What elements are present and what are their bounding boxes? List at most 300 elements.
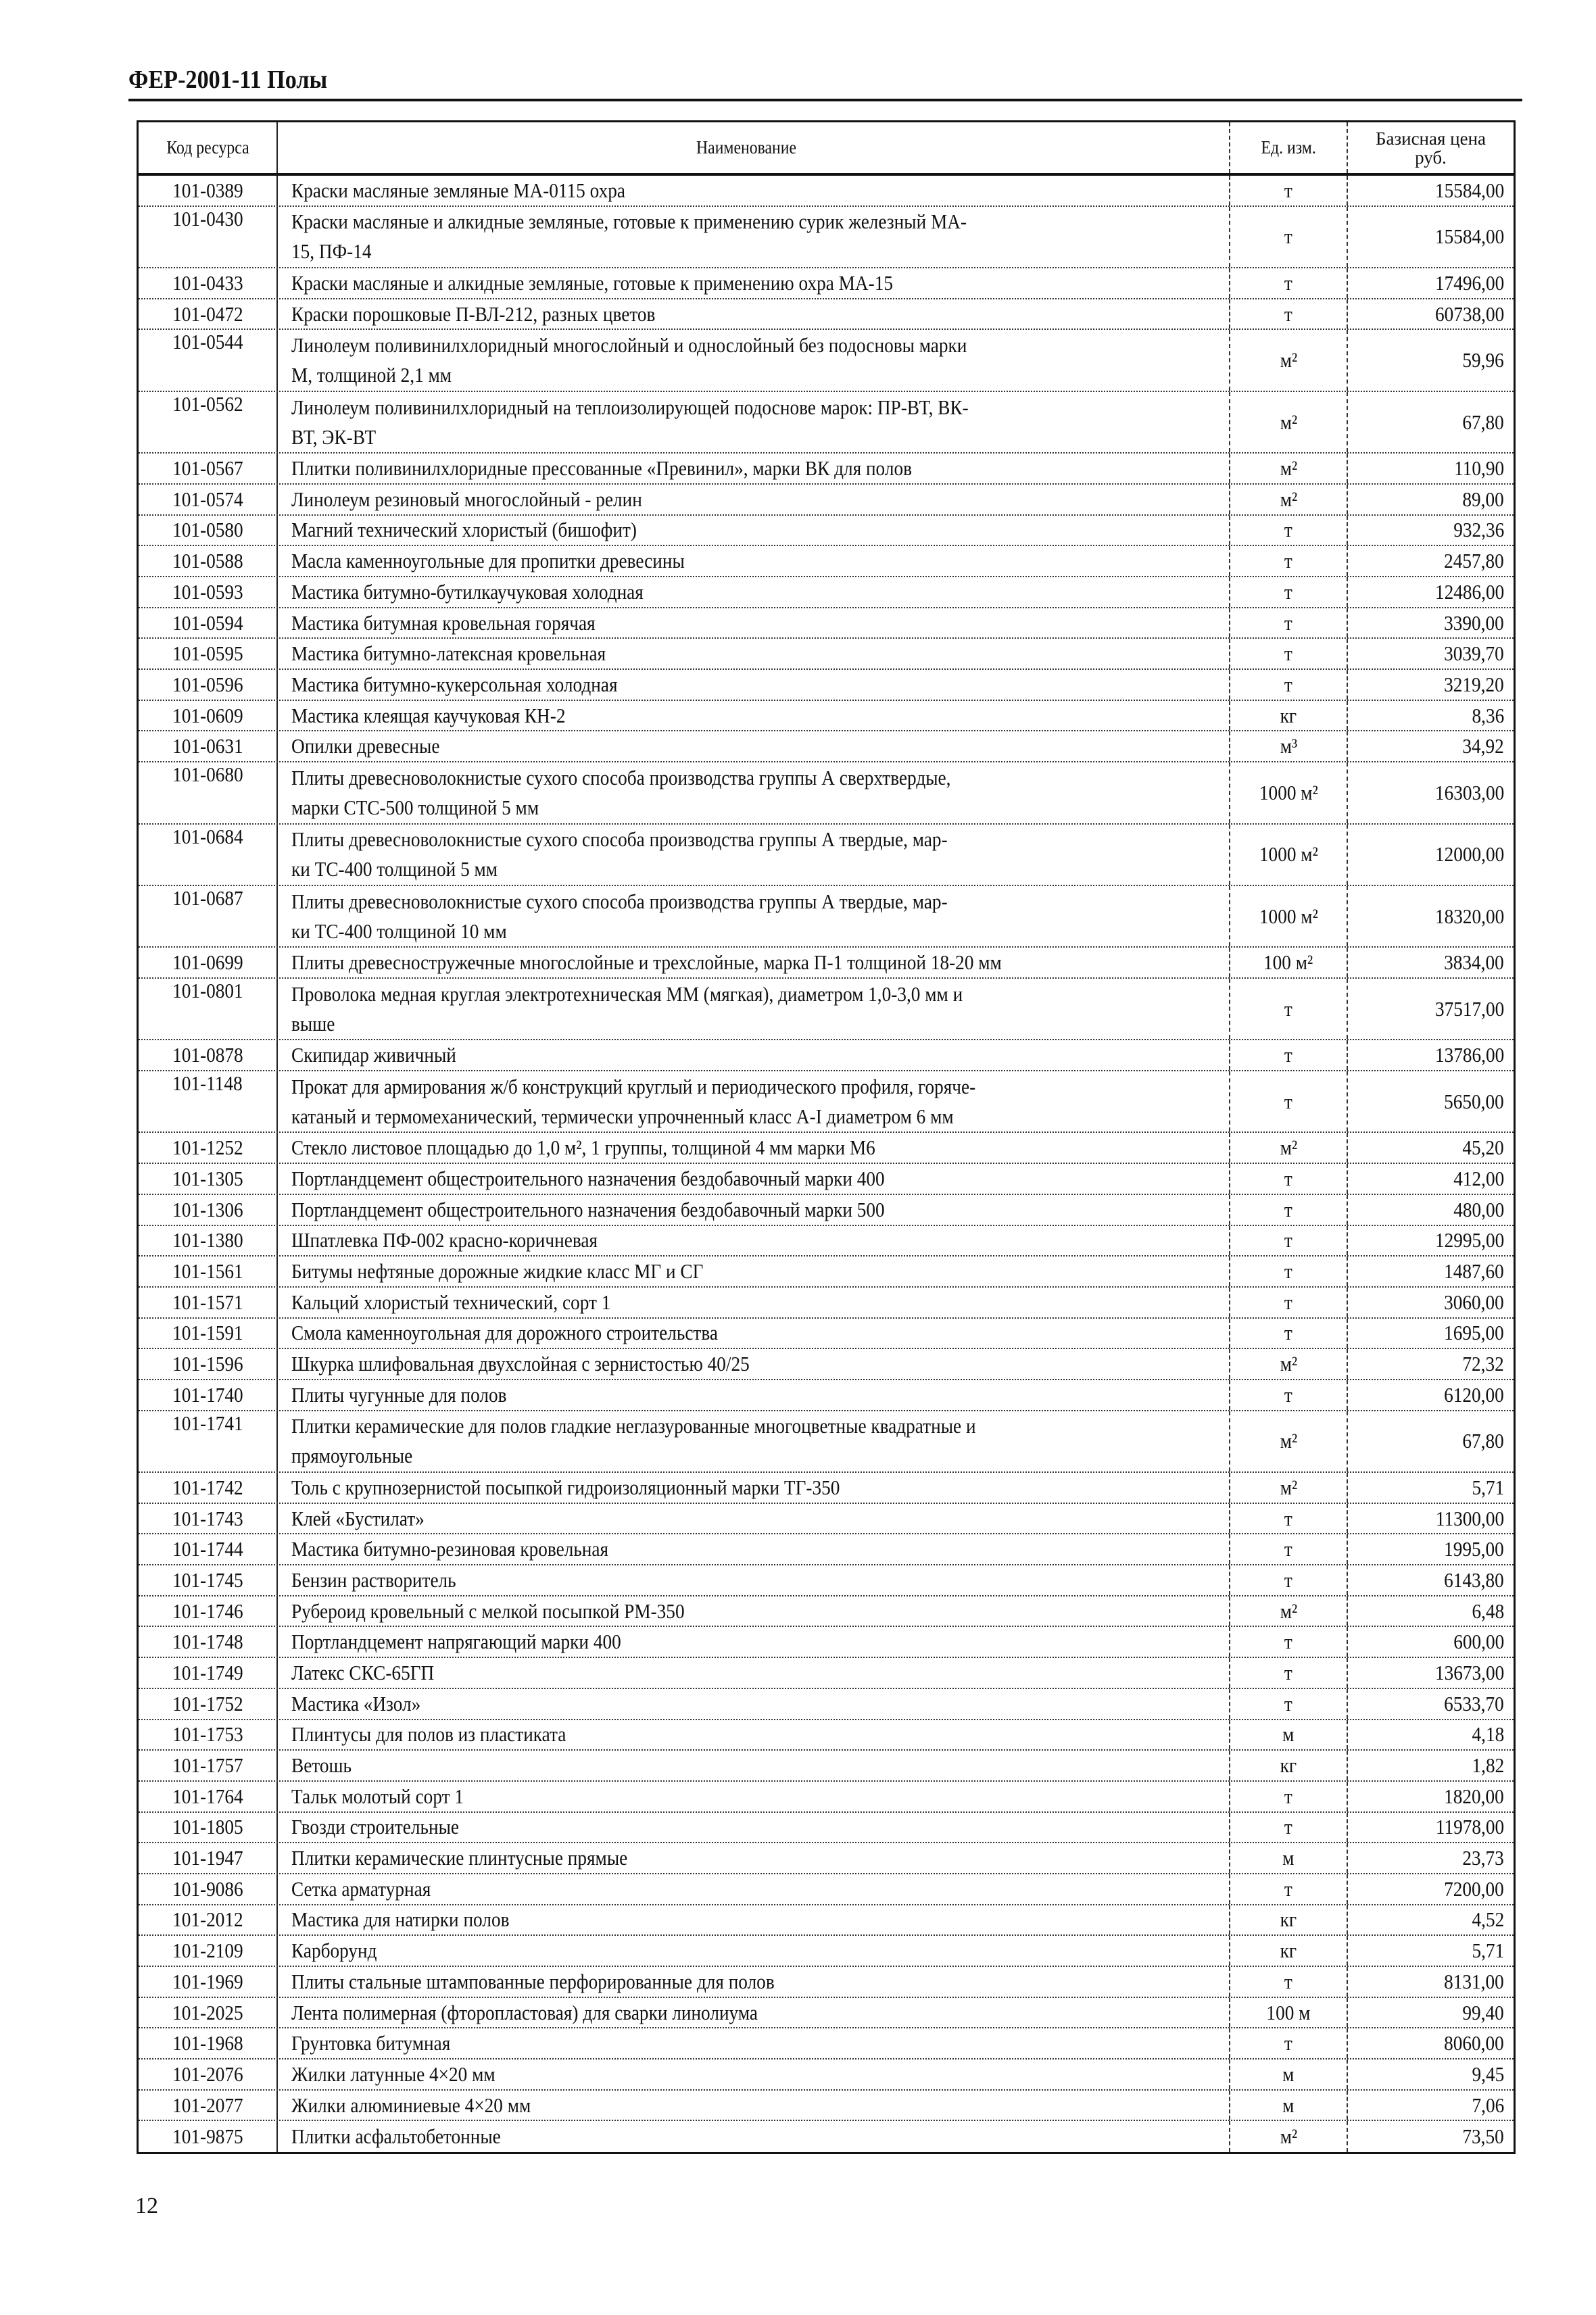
price-cell (1348, 176, 1514, 205)
unit-of-measure: м² (1280, 1475, 1297, 1499)
name-cell (278, 886, 1230, 946)
base-price: 2457,80 (1444, 549, 1504, 573)
code-cell (139, 1411, 278, 1471)
unit-cell (1230, 2121, 1348, 2152)
table-row (139, 330, 1514, 391)
resource-code: 101-1571 (172, 1290, 243, 1314)
name-lines (291, 207, 1059, 266)
name-lines (291, 979, 1055, 1039)
code-cell (139, 1226, 278, 1256)
table-row (139, 1380, 1514, 1411)
table-row (139, 1905, 1514, 1936)
resource-name-line: Лента полимерная (фторопластовая) для сварки линолиума (291, 2000, 758, 2024)
price-cell (1348, 1751, 1514, 1780)
resource-code: 101-1742 (172, 1475, 243, 1499)
name-cell (278, 948, 1230, 977)
table-row (139, 762, 1514, 824)
resource-name-line: Линолеум резиновый многослойный - релин (291, 487, 642, 511)
unit-of-measure: т (1284, 1969, 1292, 1993)
base-price: 16303,00 (1434, 780, 1504, 804)
name-lines (291, 1504, 443, 1534)
code-cell (139, 2091, 278, 2120)
name-lines (291, 1843, 673, 1873)
name-lines (291, 1288, 654, 1317)
unit-cell (1230, 1689, 1348, 1719)
resource-code: 101-0433 (172, 270, 243, 295)
name-lines (291, 639, 649, 668)
resource-name-line: Мастика клеящая каучуковая КН-2 (291, 703, 566, 727)
base-price: 3219,20 (1444, 672, 1504, 696)
unit-cell (1230, 546, 1348, 576)
unit-of-measure: т (1284, 610, 1292, 635)
price-cell (1348, 701, 1514, 731)
name-lines (291, 1072, 1069, 1131)
resource-name-line: Сетка арматурная (291, 1876, 431, 1901)
price-cell (1348, 1534, 1514, 1564)
table-row (139, 1967, 1514, 1998)
unit-cell (1230, 299, 1348, 329)
price-cell (1348, 886, 1514, 946)
price-cell (1348, 1658, 1514, 1688)
table-row (139, 1936, 1514, 1967)
name-lines (291, 1164, 965, 1194)
table-row (139, 1565, 1514, 1597)
name-lines (291, 1534, 652, 1564)
code-cell (139, 1565, 278, 1595)
unit-of-measure: т (1284, 224, 1292, 249)
table-row (139, 1133, 1514, 1164)
unit-of-measure: м (1282, 2093, 1295, 2117)
base-price: 1487,60 (1444, 1259, 1504, 1284)
code-cell (139, 1843, 278, 1873)
table-row (139, 2121, 1514, 2152)
name-cell (278, 2028, 1230, 2058)
code-cell (139, 886, 278, 946)
table-row (139, 1164, 1514, 1195)
base-price: 60738,00 (1434, 301, 1504, 326)
resource-code: 101-1148 (172, 1071, 243, 1096)
resource-code: 101-1764 (172, 1784, 243, 1808)
price-cell (1348, 299, 1514, 329)
unit-of-measure: м² (1280, 1352, 1297, 1376)
price-cell (1348, 948, 1514, 977)
price-cell (1348, 608, 1514, 638)
unit-of-measure: т (1284, 1660, 1292, 1684)
table-row (139, 1504, 1514, 1535)
name-cell (278, 1998, 1230, 2028)
table-row (139, 1874, 1514, 1905)
unit-cell (1230, 1967, 1348, 1997)
name-cell (278, 731, 1230, 761)
price-cell (1348, 577, 1514, 607)
unit-of-measure: т (1284, 1537, 1292, 1561)
unit-of-measure: м² (1280, 2124, 1297, 2149)
name-lines (291, 485, 690, 514)
resource-name-line: Плитки поливинилхлоридные прессованные «Превинил», марки ВК для полов (291, 456, 912, 481)
table-row (139, 701, 1514, 732)
resource-code: 101-0567 (172, 456, 243, 481)
unit-of-measure: 100 м (1266, 2000, 1311, 2024)
unit-cell (1230, 886, 1348, 946)
code-cell (139, 2121, 278, 2152)
unit-of-measure: т (1284, 1089, 1292, 1113)
resource-name-line: Мастика битумно-бутилкаучуковая холодная (291, 579, 644, 604)
header-price-currency: руб. (1415, 147, 1447, 168)
price-cell (1348, 1040, 1514, 1070)
table-row (139, 1534, 1514, 1565)
name-cell (278, 1226, 1230, 1256)
price-cell (1348, 1874, 1514, 1904)
code-cell (139, 1534, 278, 1564)
resource-name-line: Жилки алюминиевые 4×20 мм (291, 2093, 531, 2117)
table-row (139, 176, 1514, 207)
name-lines (291, 701, 603, 731)
table-row (139, 1071, 1514, 1133)
base-price: 8060,00 (1444, 2031, 1504, 2055)
name-cell (278, 979, 1230, 1039)
unit-cell (1230, 1874, 1348, 1904)
unit-cell (1230, 1133, 1348, 1163)
unit-cell (1230, 1040, 1348, 1070)
unit-of-measure: т (1284, 1197, 1292, 1221)
name-cell (278, 207, 1230, 267)
unit-cell (1230, 1565, 1348, 1595)
base-price: 18320,00 (1434, 904, 1504, 928)
resource-name-line: ки ТС-400 толщиной 10 мм (291, 919, 507, 943)
resource-code: 101-1752 (172, 1691, 243, 1715)
code-cell (139, 979, 278, 1039)
name-cell (278, 546, 1230, 576)
base-price: 1695,00 (1444, 1321, 1504, 1345)
name-lines (291, 1751, 360, 1780)
unit-of-measure: т (1284, 641, 1292, 666)
resource-name-line: М, толщиной 2,1 мм (291, 363, 452, 387)
resource-name-line: Плинтусы для полов из пластиката (291, 1722, 566, 1747)
name-cell (278, 1473, 1230, 1503)
code-cell (139, 299, 278, 329)
table-row (139, 948, 1514, 979)
base-price: 4,18 (1472, 1722, 1504, 1747)
name-cell (278, 485, 1230, 514)
code-cell (139, 1380, 278, 1410)
code-cell (139, 1504, 278, 1534)
resource-code: 101-2025 (172, 2000, 243, 2024)
header-price (1348, 122, 1514, 173)
resource-name-line: Гвозди строительные (291, 1815, 460, 1839)
unit-cell (1230, 1349, 1348, 1379)
table-row (139, 979, 1514, 1040)
unit-cell (1230, 825, 1348, 885)
table-row (139, 1998, 1514, 2029)
resource-name-line: Бензин растворитель (291, 1567, 456, 1592)
name-lines (291, 1040, 479, 1070)
table-row (139, 1040, 1514, 1071)
code-cell (139, 948, 278, 977)
resource-code: 101-0684 (172, 824, 243, 848)
name-cell (278, 1813, 1230, 1843)
price-cell (1348, 670, 1514, 700)
name-lines (291, 2122, 529, 2151)
unit-of-measure: т (1284, 996, 1292, 1021)
unit-cell (1230, 1843, 1348, 1873)
price-cell (1348, 2121, 1514, 2152)
base-price: 932,36 (1453, 518, 1504, 542)
base-price: 7200,00 (1444, 1876, 1504, 1901)
unit-of-measure: т (1284, 1043, 1292, 1067)
resource-name-line: прямоугольные (291, 1444, 413, 1468)
resource-name-line: Скипидар живичный (291, 1043, 456, 1067)
header-name-label: Наименование (696, 137, 797, 157)
base-price: 6,48 (1472, 1599, 1504, 1623)
base-price: 12000,00 (1434, 842, 1504, 867)
unit-of-measure: кг (1280, 1907, 1297, 1932)
table-row (139, 546, 1514, 577)
header-unit (1230, 122, 1348, 173)
price-cell (1348, 1349, 1514, 1379)
name-lines (291, 516, 684, 545)
base-price: 3834,00 (1444, 950, 1504, 975)
code-cell (139, 1473, 278, 1503)
name-cell (278, 1689, 1230, 1719)
resource-code: 101-0430 (172, 206, 243, 230)
unit-cell (1230, 701, 1348, 731)
resource-name-line: Линолеум поливинилхлоридный многослойный и однослойный без подосновы марки (291, 333, 967, 358)
code-cell (139, 1874, 278, 1904)
resource-code: 101-0595 (172, 641, 243, 666)
resource-name-line: Тальк молотый сорт 1 (291, 1784, 464, 1808)
resource-name-line: выше (291, 1011, 335, 1035)
resource-name-line: Портландцемент общестроительного назначения бездобавочный марки 400 (291, 1166, 885, 1190)
resource-code: 101-1745 (172, 1567, 243, 1592)
price-cell (1348, 1071, 1514, 1131)
resource-name-line: Портландцемент напрягающий марки 400 (291, 1630, 621, 1654)
code-cell (139, 268, 278, 298)
code-cell (139, 1597, 278, 1626)
unit-of-measure: т (1284, 1166, 1292, 1190)
unit-of-measure: м² (1280, 1136, 1297, 1160)
resource-code: 101-0680 (172, 762, 243, 787)
unit-cell (1230, 330, 1348, 390)
name-cell (278, 1504, 1230, 1534)
resource-name-line: Опилки древесные (291, 734, 440, 758)
name-lines (291, 1565, 479, 1595)
resource-code: 101-1744 (172, 1537, 243, 1561)
name-lines (291, 1226, 639, 1256)
unit-of-measure: т (1284, 1630, 1292, 1654)
name-cell (278, 1071, 1230, 1131)
table-row (139, 1288, 1514, 1319)
resource-code: 101-1743 (172, 1506, 243, 1530)
resource-code: 101-0544 (172, 330, 243, 354)
price-cell (1348, 1597, 1514, 1626)
header-code (139, 122, 278, 173)
resource-name-line: Смола каменноугольная для дорожного строительства (291, 1321, 718, 1345)
resource-name-line: Проволока медная круглая электротехническая ММ (мягкая), диаметром 1,0-3,0 мм и (291, 981, 963, 1006)
name-lines (291, 1195, 965, 1225)
table-row (139, 392, 1514, 454)
resource-code: 101-0631 (172, 734, 243, 758)
resource-code: 101-0687 (172, 885, 243, 910)
unit-of-measure: т (1284, 672, 1292, 696)
price-cell (1348, 2028, 1514, 2058)
unit-of-measure: т (1284, 579, 1292, 604)
unit-of-measure: т (1284, 1784, 1292, 1808)
base-price: 3390,00 (1444, 610, 1504, 635)
resource-name-line: Грунтовка битумная (291, 2031, 451, 2055)
price-cell (1348, 2060, 1514, 2089)
name-lines (291, 1319, 776, 1348)
unit-of-measure: т (1284, 301, 1292, 326)
unit-of-measure: м² (1280, 1599, 1297, 1623)
resource-code: 101-0594 (172, 610, 243, 635)
name-cell (278, 1874, 1230, 1904)
table-row (139, 1226, 1514, 1257)
code-cell (139, 1813, 278, 1843)
unit-cell (1230, 454, 1348, 483)
code-cell (139, 176, 278, 205)
unit-cell (1230, 1597, 1348, 1626)
resource-code: 101-0389 (172, 178, 243, 202)
code-cell (139, 454, 278, 483)
base-price: 45,20 (1462, 1136, 1504, 1160)
price-cell (1348, 268, 1514, 298)
name-lines (291, 763, 1040, 823)
unit-cell (1230, 1288, 1348, 1317)
table-row (139, 1782, 1514, 1813)
base-price: 9,45 (1472, 2062, 1504, 2086)
unit-of-measure: т (1284, 1382, 1292, 1407)
table-row (139, 1751, 1514, 1782)
name-cell (278, 392, 1230, 452)
name-cell (278, 1380, 1230, 1410)
table-row (139, 485, 1514, 516)
unit-of-measure: 1000 м² (1259, 904, 1318, 928)
resource-name-line: Стекло листовое площадью до 1,0 м², 1 группы, толщиной 4 мм марки М6 (291, 1136, 875, 1160)
resource-name-line: Латекс СКС-65ГП (291, 1660, 435, 1684)
resource-name-line: Мастика битумная кровельная горячая (291, 610, 596, 635)
name-lines (291, 608, 637, 638)
price-cell (1348, 1782, 1514, 1811)
price-cell (1348, 1226, 1514, 1256)
base-price: 1,82 (1472, 1753, 1504, 1778)
name-cell (278, 762, 1230, 823)
name-lines (291, 393, 1061, 452)
name-lines (291, 670, 662, 700)
resource-name-line: Рубероид кровельный с мелкой посыпкой РМ-350 (291, 1599, 685, 1623)
code-cell (139, 1689, 278, 1719)
unit-cell (1230, 1226, 1348, 1256)
code-cell (139, 1288, 278, 1317)
unit-cell (1230, 207, 1348, 267)
name-cell (278, 1288, 1230, 1317)
unit-cell (1230, 1998, 1348, 2028)
name-lines (291, 299, 705, 329)
name-cell (278, 454, 1230, 483)
title-divider (128, 99, 1522, 101)
name-lines (291, 825, 1037, 884)
price-cell (1348, 516, 1514, 545)
resource-name-line: Ветошь (291, 1753, 352, 1778)
code-cell (139, 330, 278, 390)
unit-of-measure: т (1284, 1259, 1292, 1284)
resource-name-line: Плитки керамические для полов гладкие неглазурованные многоцветные квадратные и (291, 1414, 976, 1438)
resource-code: 101-2012 (172, 1907, 243, 1932)
unit-cell (1230, 176, 1348, 205)
code-cell (139, 1936, 278, 1966)
unit-cell (1230, 485, 1348, 514)
table-row (139, 1658, 1514, 1689)
price-cell (1348, 1813, 1514, 1843)
price-cell (1348, 1998, 1514, 2028)
unit-of-measure: т (1284, 1506, 1292, 1530)
resource-name-line: Мастика «Изол» (291, 1691, 421, 1715)
unit-of-measure: 100 м² (1263, 950, 1313, 975)
unit-of-measure: м (1282, 1722, 1295, 1747)
name-lines (291, 2060, 523, 2089)
resource-code: 101-1591 (172, 1321, 243, 1345)
unit-cell (1230, 1257, 1348, 1286)
base-price: 12486,00 (1434, 579, 1504, 604)
name-cell (278, 2091, 1230, 2120)
table-row (139, 731, 1514, 762)
table-row (139, 1319, 1514, 1350)
table-body (139, 176, 1514, 2152)
price-cell (1348, 392, 1514, 452)
code-cell (139, 1751, 278, 1780)
resource-code: 101-1305 (172, 1166, 243, 1190)
name-lines (291, 1782, 487, 1811)
unit-of-measure: т (1284, 549, 1292, 573)
base-price: 6120,00 (1444, 1382, 1504, 1407)
base-price: 8131,00 (1444, 1969, 1504, 1993)
resource-name-line: марки СТС-500 толщиной 5 мм (291, 795, 539, 819)
resource-code: 101-0609 (172, 703, 243, 727)
unit-cell (1230, 1936, 1348, 1966)
resource-name-line: Краски порошковые П-ВЛ-212, разных цветов (291, 301, 656, 326)
name-cell (278, 1565, 1230, 1595)
resource-name-line: Шкурка шлифовальная двухслойная с зернистостью 40/25 (291, 1352, 750, 1376)
table-row (139, 1813, 1514, 1844)
price-cell (1348, 1905, 1514, 1935)
resource-name-line: Битумы нефтяные дорожные жидкие класс МГ и СГ (291, 1259, 704, 1284)
unit-of-measure: т (1284, 2031, 1292, 2055)
base-price: 11300,00 (1435, 1506, 1504, 1530)
resource-code: 101-0699 (172, 950, 243, 975)
name-cell (278, 639, 1230, 668)
name-cell (278, 516, 1230, 545)
price-cell (1348, 2091, 1514, 2120)
resource-code: 101-9086 (172, 1876, 243, 1901)
unit-cell (1230, 1504, 1348, 1534)
resource-name-line: Клей «Бустилат» (291, 1506, 425, 1530)
resource-code: 101-1947 (172, 1846, 243, 1870)
price-cell (1348, 1195, 1514, 1225)
name-lines (291, 577, 692, 607)
unit-cell (1230, 979, 1348, 1039)
price-cell (1348, 1967, 1514, 1997)
table-row (139, 577, 1514, 608)
name-lines (291, 1411, 1069, 1471)
resource-code: 101-1805 (172, 1815, 243, 1839)
name-cell (278, 268, 1230, 298)
code-cell (139, 1658, 278, 1688)
name-lines (291, 1597, 738, 1626)
unit-of-measure: 1000 м² (1259, 780, 1318, 804)
resource-name-line: Жилки латунные 4×20 мм (291, 2062, 495, 2086)
price-cell (1348, 330, 1514, 390)
price-cell (1348, 1936, 1514, 1966)
name-cell (278, 1782, 1230, 1811)
